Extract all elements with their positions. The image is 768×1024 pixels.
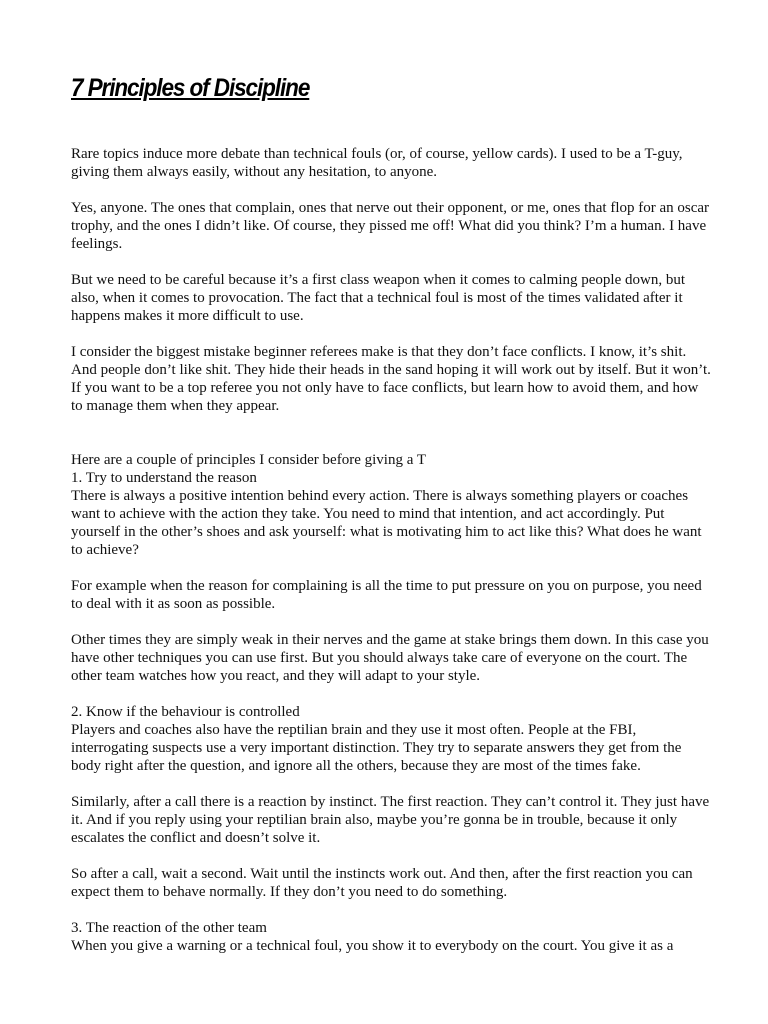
paragraph: When you give a warning or a technical foul, you show it to everybody on the court. You give it as a bbox=[71, 938, 674, 954]
paragraph: Similarly, after a call there is a reaction by instinct. The first reaction. They can’t control it. They just have it. And if you reply using your reptilian brain also, maybe you’re gonna be in trouble, because it only escalates the conflict and doesn’t solve it. bbox=[71, 794, 710, 846]
section-heading-1: 1. Try to understand the reason bbox=[71, 470, 257, 486]
section-heading-3: 3. The reaction of the other team bbox=[71, 920, 267, 936]
paragraph: Yes, anyone. The ones that complain, ones that nerve out their opponent, or me, ones that flop for an oscar trophy, and the ones I didn’t like. Of course, they pissed me off! What did you think? I’m a human. I have feelings. bbox=[71, 200, 710, 252]
paragraph: There is always a positive intention behind every action. There is always something players or coaches want to achieve with the action they take. You need to mind that intention, and act accordingly. Put yourself in the other’s shoes and ask yourself: what is motivating him to act like this? What does he want to achieve? bbox=[71, 488, 702, 558]
paragraph: So after a call, wait a second. Wait until the instincts work out. And then, after the first reaction you can expect them to behave normally. If they don’t you need to do something. bbox=[71, 866, 693, 900]
paragraph: Rare topics induce more debate than technical fouls (or, of course, yellow cards). I used to be a T-guy, giving them always easily, without any hesitation, to anyone. bbox=[71, 146, 683, 180]
section-heading-2: 2. Know if the behaviour is controlled bbox=[71, 704, 300, 720]
document-body bbox=[71, 145, 711, 955]
paragraph: But we need to be careful because it’s a first class weapon when it comes to calming people down, but also, when it comes to provocation. The fact that a technical foul is most of the times validated after it happens makes it more difficult to use. bbox=[71, 272, 685, 324]
document-title: 7 Principles of Discipline bbox=[71, 74, 310, 102]
paragraph: For example when the reason for complaining is all the time to put pressure on you on purpose, you need to deal with it as soon as possible. bbox=[71, 578, 702, 612]
paragraph: Other times they are simply weak in their nerves and the game at stake brings them down. In this case you have other techniques you can use first. But you should always take care of everyone on the court. The other team watches how you react, and they will adapt to your style. bbox=[71, 632, 709, 684]
intro-line: Here are a couple of principles I consider before giving a T bbox=[71, 452, 426, 468]
paragraph: I consider the biggest mistake beginner referees make is that they don’t face conflicts. I know, it’s shit. And people don’t like shit. They hide their heads in the sand hoping it will work out by itself. But it won’t. If you want to be a top referee you not only have to face conflicts, but learn how to avoid them, and how to manage them when they appear. bbox=[71, 344, 711, 414]
paragraph: Players and coaches also have the reptilian brain and they use it most often. People at the FBI, interrogating suspects use a very important distinction. They try to separate answers they get from the body right after the question, and ignore all the others, because they are most of the times fake. bbox=[71, 722, 682, 774]
